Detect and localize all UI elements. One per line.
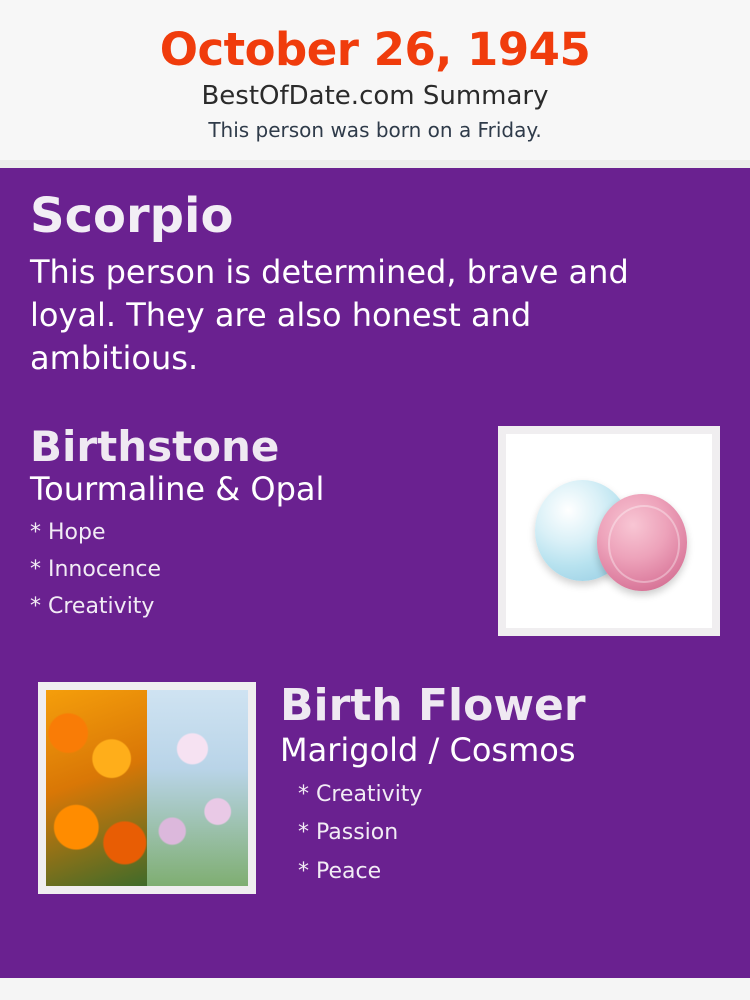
header (0, 0, 750, 160)
page-title: October 26, 1945 (159, 23, 591, 76)
header-divider (0, 160, 750, 168)
tourmaline-gem-icon (597, 494, 688, 591)
birthstone-photo (498, 426, 720, 636)
zodiac-sign-title: Scorpio (30, 188, 234, 245)
birthstone-section (30, 421, 720, 644)
birthflower-traits (298, 783, 720, 884)
birth-day-note: This person was born on a Friday. (208, 118, 542, 143)
zodiac-description: This person is determined, brave and loyal. They are also honest and ambitious. (30, 253, 629, 377)
birthflower-photo-inner (46, 690, 248, 886)
birthflower-trait: * Passion (298, 820, 399, 846)
birthstone-trait: * Hope (30, 519, 106, 545)
birthflower-text (280, 679, 720, 884)
birthflower-trait: * Creativity (298, 782, 423, 808)
birthstone-names: Tourmaline & Opal (30, 470, 325, 509)
birthstone-text (30, 421, 470, 620)
site-subtitle: BestOfDate.com Summary (201, 81, 549, 112)
content-body (0, 168, 750, 978)
flower-split (46, 690, 248, 886)
cosmos-image (147, 690, 248, 886)
birthstone-trait: * Creativity (30, 594, 155, 620)
birthstone-title: Birthstone (30, 421, 280, 471)
birthflower-section (30, 679, 720, 912)
birthflower-names: Marigold / Cosmos (280, 731, 576, 770)
birthstone-trait: * Innocence (30, 557, 162, 583)
birthstone-photo-inner (506, 434, 712, 628)
birthflower-title: Birth Flower (280, 679, 586, 731)
marigold-image (46, 690, 147, 886)
birthflower-photo (38, 682, 256, 894)
birthflower-trait: * Peace (298, 858, 382, 884)
